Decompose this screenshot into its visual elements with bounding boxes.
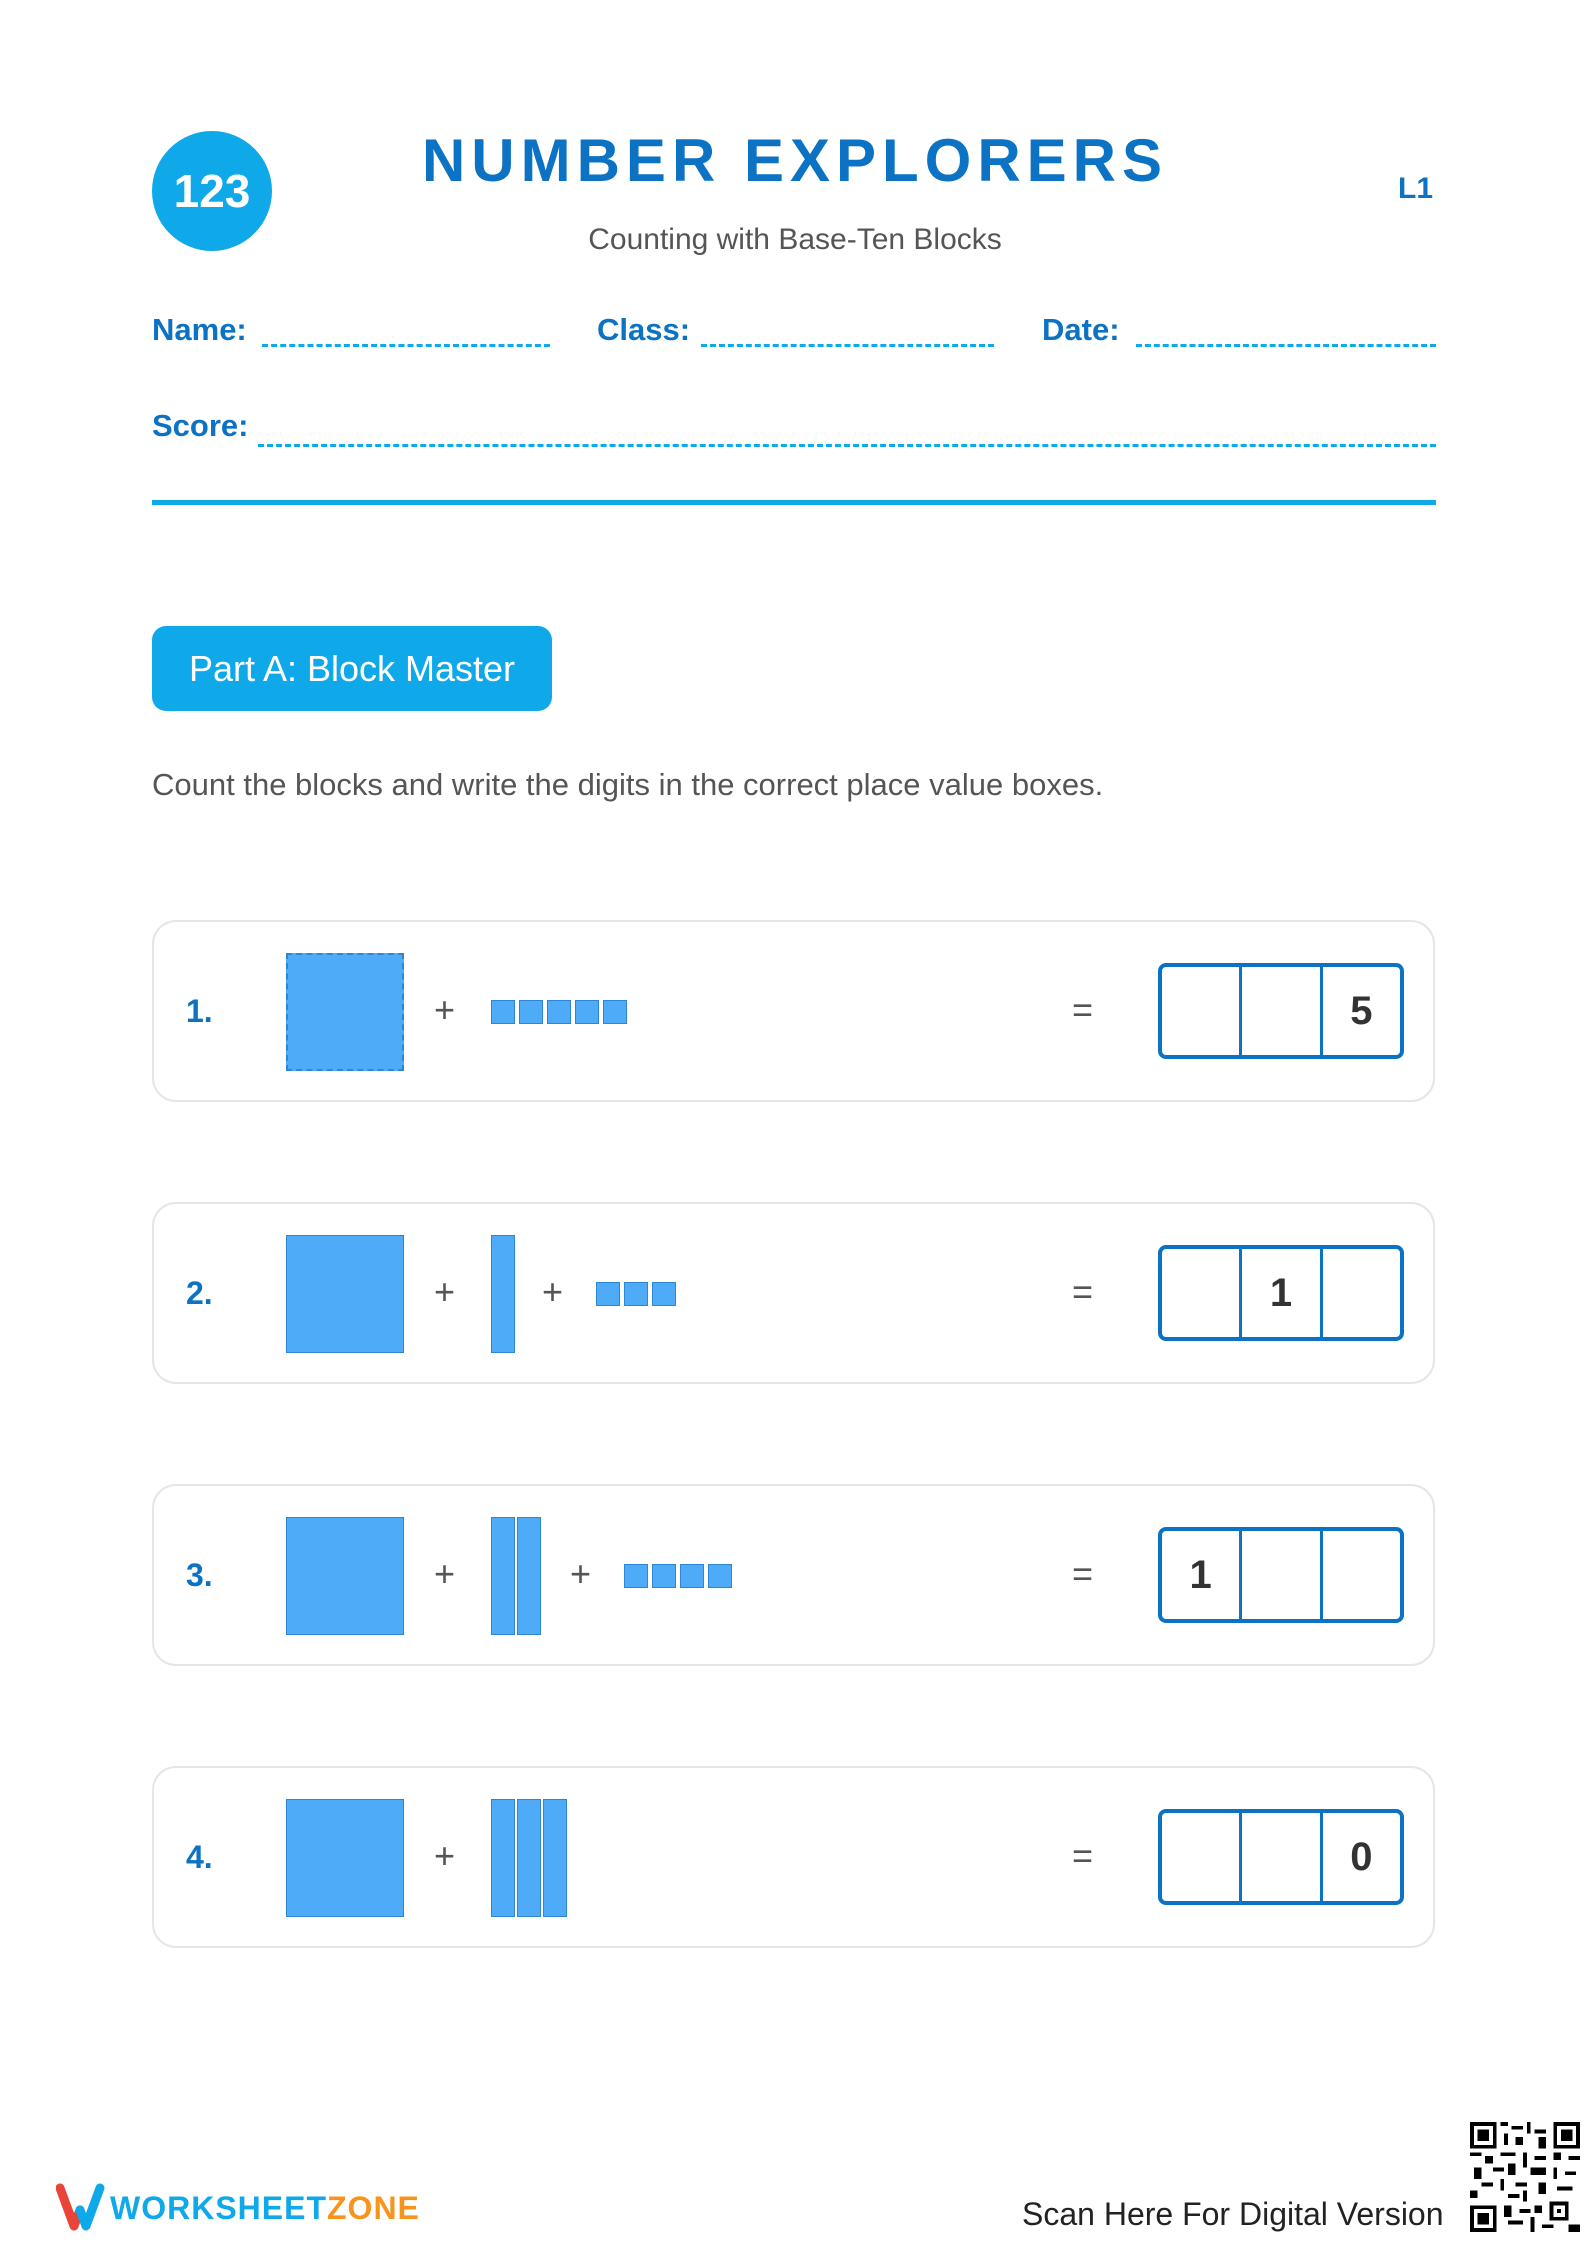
logo-badge: 123: [152, 131, 272, 251]
place-value-boxes: [1158, 1245, 1404, 1341]
hundred-block: [286, 953, 404, 1071]
brand-name-second: ZONE: [327, 2190, 420, 2226]
question-number: 3.: [186, 1557, 213, 1593]
page-title: NUMBER EXPLORERS: [421, 127, 1169, 194]
one-block: [652, 1564, 676, 1588]
equals-sign: =: [1072, 1553, 1094, 1594]
name-field[interactable]: [262, 344, 550, 347]
one-block: [603, 1000, 627, 1024]
scan-text: Scan Here For Digital Version: [1022, 2196, 1444, 2232]
qr-code-icon[interactable]: [1470, 2122, 1580, 2232]
ones-box[interactable]: 0: [1320, 1813, 1400, 1901]
class-label: Class:: [597, 312, 691, 347]
ten-rod: [491, 1799, 515, 1917]
ten-rod: [543, 1799, 567, 1917]
one-block: [708, 1564, 732, 1588]
date-label: Date:: [1042, 312, 1120, 347]
one-block: [519, 1000, 543, 1024]
equals-sign: =: [1072, 1271, 1094, 1312]
ten-rod: [491, 1235, 515, 1353]
page-subtitle: Counting with Base-Ten Blocks: [588, 223, 1002, 256]
hundreds-box[interactable]: [1162, 1249, 1239, 1337]
question-card-4: [152, 1766, 1435, 1948]
plus-sign: +: [434, 989, 456, 1030]
place-value-boxes: [1158, 1527, 1404, 1623]
hundred-block: [286, 1517, 404, 1635]
one-block: [624, 1282, 648, 1306]
one-block: [547, 1000, 571, 1024]
name-label: Name:: [152, 312, 247, 347]
tens-box[interactable]: 1: [1239, 1249, 1319, 1337]
plus-sign: +: [542, 1271, 564, 1312]
brand-logo-icon: [56, 2180, 106, 2232]
tens-box[interactable]: [1239, 967, 1319, 1055]
part-a-label: Part A: Block Master: [152, 626, 552, 711]
hundreds-box[interactable]: [1162, 967, 1239, 1055]
ten-rod: [517, 1517, 541, 1635]
one-block: [652, 1282, 676, 1306]
brand-name: [110, 2190, 420, 2227]
question-card-1: [152, 920, 1435, 1102]
header-divider: [152, 500, 1436, 505]
instructions: Count the blocks and write the digits in the correct place value boxes.: [152, 767, 1104, 802]
place-value-boxes: [1158, 1809, 1404, 1905]
score-field[interactable]: [258, 444, 1436, 447]
equals-sign: =: [1072, 1835, 1094, 1876]
hundreds-box[interactable]: [1162, 1813, 1239, 1901]
ten-rod: [517, 1799, 541, 1917]
plus-sign: +: [434, 1835, 456, 1876]
one-block: [575, 1000, 599, 1024]
score-label: Score:: [152, 408, 249, 443]
ten-rod: [491, 1517, 515, 1635]
class-field[interactable]: [701, 344, 994, 347]
level-badge: L1: [1398, 172, 1434, 205]
question-number: 1.: [186, 993, 213, 1029]
date-field[interactable]: [1136, 344, 1436, 347]
plus-sign: +: [434, 1271, 456, 1312]
plus-sign: +: [570, 1553, 592, 1594]
plus-sign: +: [434, 1553, 456, 1594]
equals-sign: =: [1072, 989, 1094, 1030]
question-card-2: [152, 1202, 1435, 1384]
one-block: [624, 1564, 648, 1588]
one-block: [491, 1000, 515, 1024]
place-value-boxes: [1158, 963, 1404, 1059]
question-number: 2.: [186, 1275, 213, 1311]
hundreds-box[interactable]: 1: [1189, 1552, 1212, 1597]
one-block: [680, 1564, 704, 1588]
ones-box[interactable]: 5: [1320, 967, 1400, 1055]
one-block: [596, 1282, 620, 1306]
brand-name-first: WORKSHEET: [110, 2190, 327, 2226]
hundred-block: [286, 1799, 404, 1917]
tens-box[interactable]: [1239, 1531, 1319, 1619]
question-card-3: [152, 1484, 1435, 1666]
ones-box[interactable]: [1320, 1531, 1400, 1619]
question-number: 4.: [186, 1839, 213, 1875]
ones-box[interactable]: [1320, 1249, 1400, 1337]
hundred-block: [286, 1235, 404, 1353]
tens-box[interactable]: [1239, 1813, 1319, 1901]
